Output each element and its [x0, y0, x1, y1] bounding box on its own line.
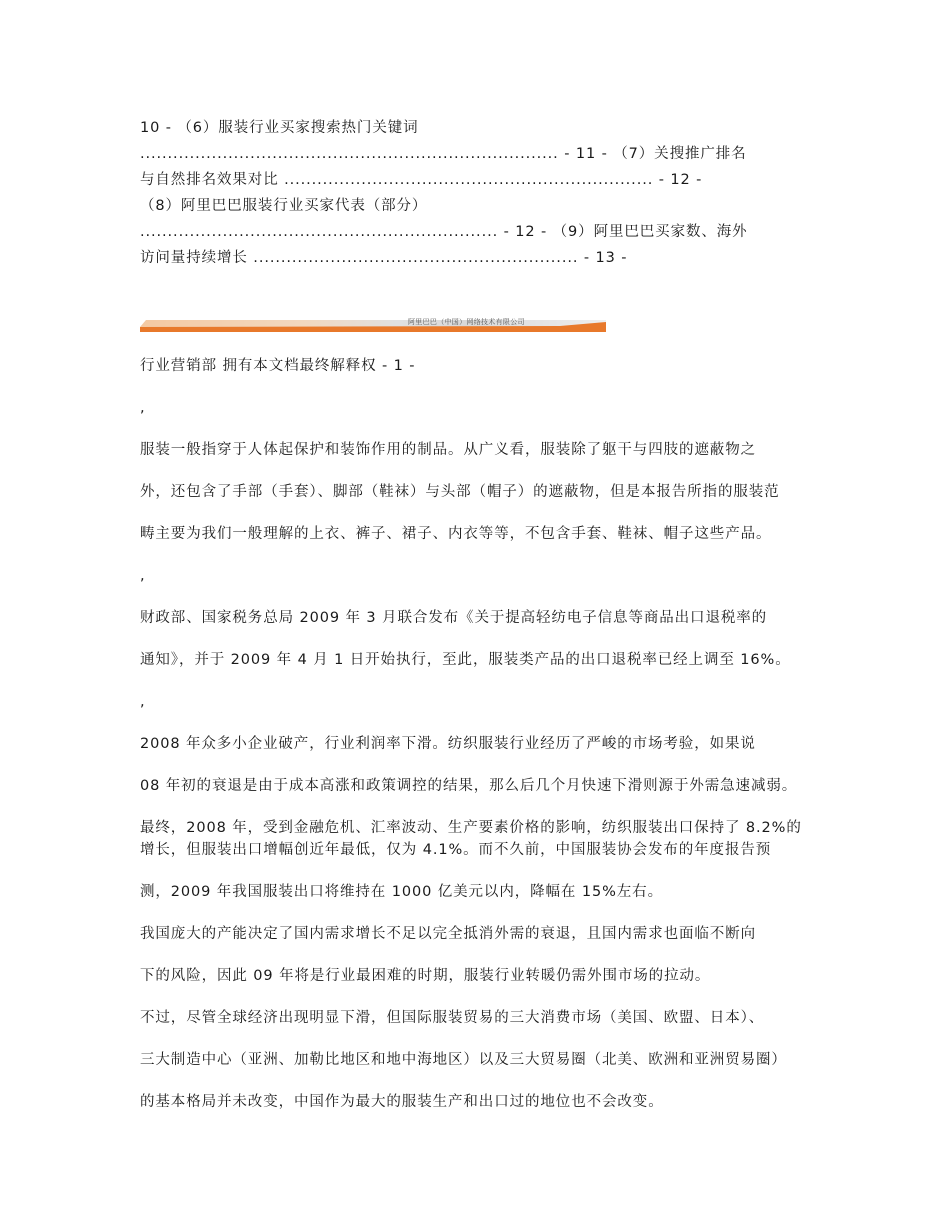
paragraph-line: 测，2009 年我国服装出口将维持在 1000 亿美元以内，降幅在 15%左右。: [140, 884, 663, 900]
paragraph-line: ,: [140, 694, 146, 710]
toc-line[interactable]: ................................................................. - 12 - （9）阿里巴巴买家数、海外: [140, 224, 748, 240]
paragraph-line: 不过，尽管全球经济出现明显下滑，但国际服装贸易的三大消费市场（美国、欧盟、日本）、: [140, 1010, 765, 1026]
paragraph-line: 08 年初的衰退是由于成本高涨和政策调控的结果，那么后几个月快速下滑则源于外需急速减弱。: [140, 778, 798, 794]
toc-line[interactable]: （8）阿里巴巴服装行业买家代表（部分）: [140, 198, 428, 214]
paragraph-line: 服装一般指穿于人体起保护和装饰作用的制品。从广义看，服装除了躯干与四肢的遮蔽物之: [140, 442, 756, 458]
paragraph-line: 外，还包含了手部（手套）、脚部（鞋袜）与头部（帽子）的遮蔽物，但是本报告所指的服装范: [140, 484, 780, 500]
paragraph-line: 畴主要为我们一般理解的上衣、裤子、裙子、内衣等等，不包含手套、鞋袜、帽子这些产品。: [140, 526, 772, 542]
toc-line[interactable]: 与自然排名效果对比 ................................................................... - 12 -: [140, 172, 703, 188]
paragraph-line: 我国庞大的产能决定了国内需求增长不足以完全抵消外需的衰退，且国内需求也面临不断向: [140, 926, 756, 942]
paragraph-line: 财政部、国家税务总局 2009 年 3 月联合发布《关于提高轻纺电子信息等商品出口退税率的: [140, 610, 768, 626]
paragraph-line: 三大制造中心（亚洲、加勒比地区和地中海地区）以及三大贸易圈（北美、欧洲和亚洲贸易圈）: [140, 1052, 787, 1068]
toc-line[interactable]: 访问量持续增长 ........................................................... - 13 -: [140, 250, 628, 266]
paragraph-line: ,: [140, 400, 146, 416]
company-name: 阿里巴巴（中国）网络技术有限公司: [408, 318, 525, 326]
company-banner: [140, 316, 606, 332]
toc-line[interactable]: 10 - （6）服装行业买家搜索热门关键词: [140, 120, 419, 136]
paragraph-line: 最终，2008 年，受到金融危机、汇率波动、生产要素价格的影响，纺织服装出口保持了 8.2%的: [140, 820, 802, 836]
paragraph-line: 下的风险，因此 09 年将是行业最困难的时期，服装行业转暖仍需外围市场的拉动。: [140, 968, 711, 984]
paragraph-line: 增长，但服装出口增幅创近年最低，仅为 4.1%。而不久前，中国服装协会发布的年度报告预: [140, 842, 772, 858]
page-footer: 行业营销部 拥有本文档最终解释权 - 1 -: [140, 358, 416, 374]
paragraph-line: 通知》，并于 2009 年 4 月 1 日开始执行，至此，服装类产品的出口退税率已经上调至 16%。: [140, 652, 791, 668]
banner-stripe: [140, 316, 606, 332]
paragraph-line: 的基本格局并未改变，中国作为最大的服装生产和出口过的地位也不会改变。: [140, 1094, 664, 1110]
paragraph-line: ,: [140, 568, 146, 584]
paragraph-line: 2008 年众多小企业破产，行业利润率下滑。纺织服装行业经历了严峻的市场考验，如果说: [140, 736, 756, 752]
toc-line[interactable]: ............................................................................ - 11 - （7）关搜推广排名: [140, 146, 747, 162]
